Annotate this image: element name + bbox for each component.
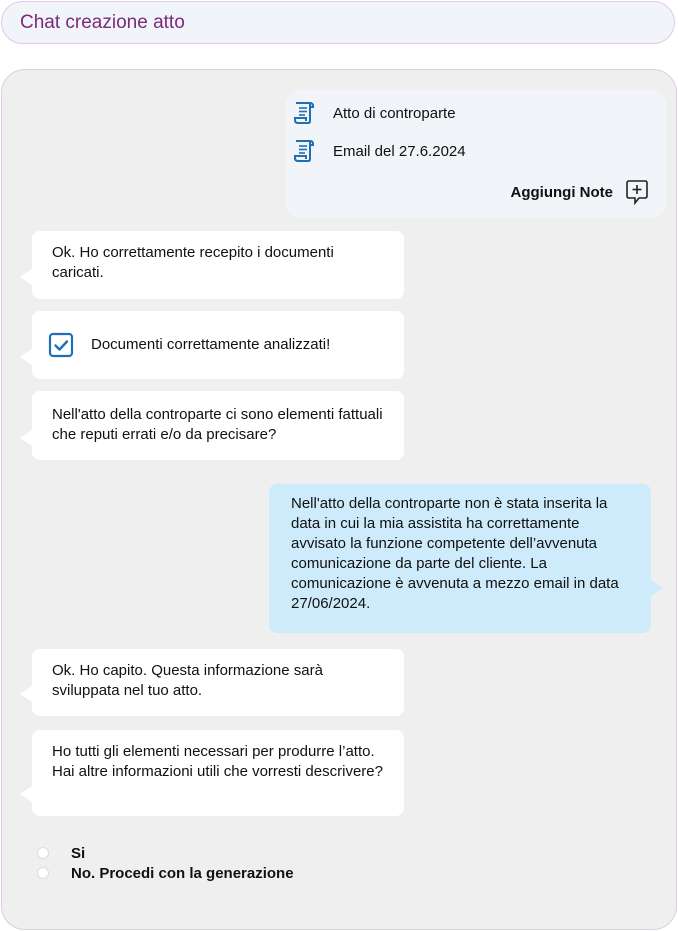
radio-button[interactable] [37, 867, 49, 879]
radio-button[interactable] [37, 847, 49, 859]
user-message [269, 484, 651, 633]
message-text: Ho tutti gli elementi necessari per produrre l’atto. Hai altre informazioni utili che vorresti descrivere? [52, 743, 383, 780]
option-label: No. Procedi con la generazione [71, 864, 294, 882]
document-icon [293, 139, 315, 163]
message-text: Nell'atto della controparte ci sono elementi fattuali che reputi errati e/o da precisare? [52, 406, 383, 443]
assistant-message [32, 649, 404, 716]
option-label: Si [71, 844, 86, 862]
attachment-label: Email del 27.6.2024 [333, 142, 466, 160]
attachment-item[interactable] [293, 100, 456, 126]
page-title: Chat creazione atto [20, 12, 185, 33]
attachments-card [285, 90, 667, 218]
option-no-generate[interactable] [37, 863, 294, 883]
checkbox-checked-icon [48, 332, 74, 358]
attachment-item[interactable] [293, 138, 466, 164]
assistant-message [32, 231, 404, 299]
attachment-label: Atto di controparte [333, 104, 456, 122]
add-note-icon [625, 179, 649, 205]
assistant-message [32, 730, 404, 816]
reply-options [37, 843, 294, 883]
assistant-status-message [32, 311, 404, 379]
message-text: Ok. Ho correttamente recepito i documenti caricati. [52, 244, 334, 281]
option-yes[interactable] [37, 843, 294, 863]
message-text: Ok. Ho capito. Questa informazione sarà sviluppata nel tuo atto. [52, 662, 323, 699]
message-text: Documenti correttamente analizzati! [91, 336, 331, 353]
add-notes-label: Aggiungi Note [510, 183, 613, 201]
chat-header [1, 1, 675, 44]
document-icon [293, 101, 315, 125]
add-notes-button[interactable] [511, 179, 649, 205]
message-text: Nell'atto della controparte non è stata inserita la data in cui la mia assistita ha correttamente avvisato la funzione competente dell’avvenuta comunicazione da parte del cliente. La comunicazione è avvenuta a mezzo email in data 27/06/2024. [291, 495, 619, 612]
assistant-message [32, 391, 404, 460]
